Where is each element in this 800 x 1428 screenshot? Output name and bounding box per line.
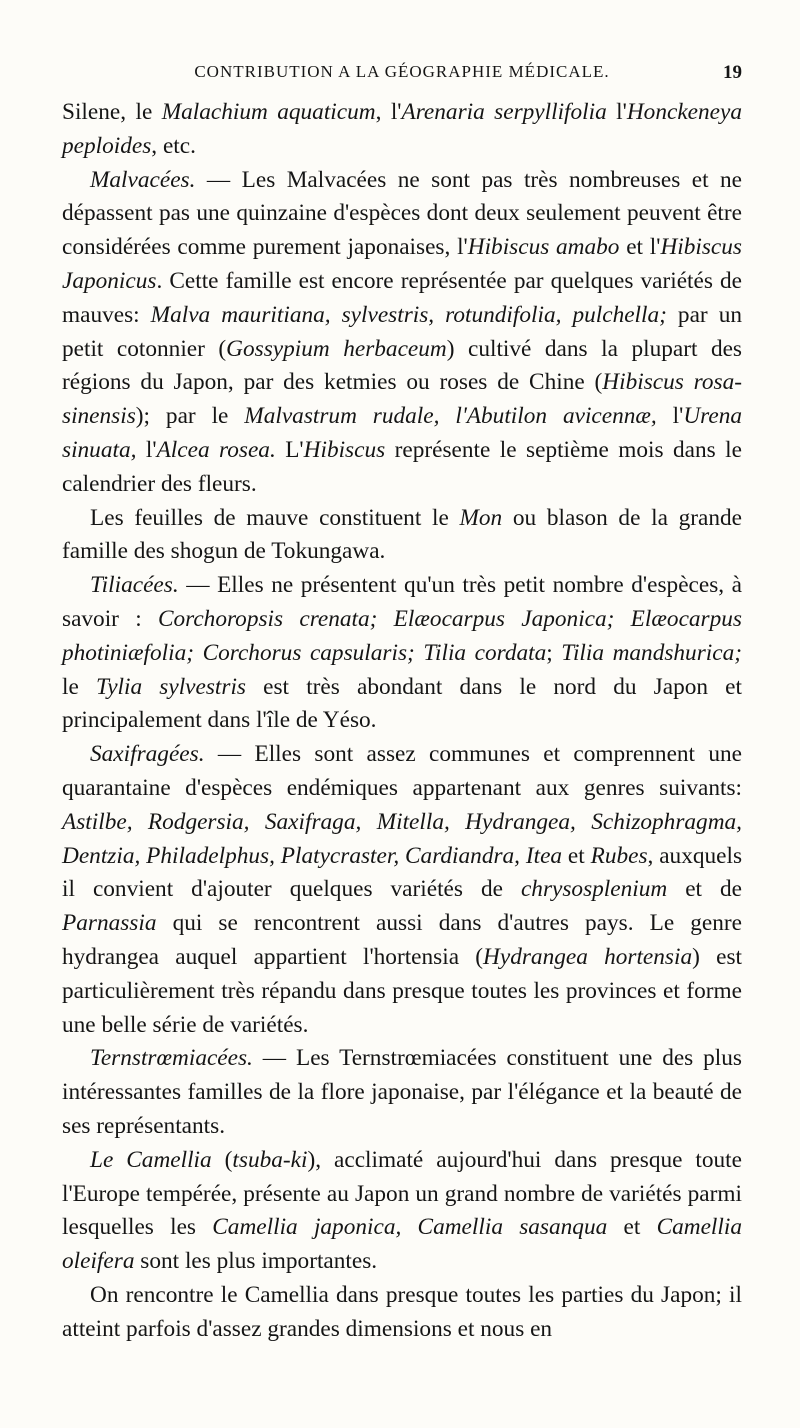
text-segment: le [62, 673, 96, 700]
text-segment: ); par le [135, 403, 245, 430]
italic-text: Astilbe, Rodgersia, Saxifraga, Mitella, Hydrangea, Schizophragma, Dentzia, Philadelphus, Platycraster, Cardiandra, Itea [62, 808, 742, 869]
text-segment: et l' [619, 234, 661, 261]
italic-text: Malachium aquaticum [161, 99, 376, 125]
italic-text: Gossypium herbaceum [226, 335, 447, 362]
text-segment: sont les plus importantes. [134, 1248, 378, 1275]
text-segment: , l' [375, 99, 402, 125]
italic-text: Honckeneya peploides [62, 99, 742, 159]
text-segment: ( [211, 1146, 233, 1173]
paragraph [62, 1279, 742, 1347]
paragraph [62, 569, 742, 738]
text-segment: ; [546, 639, 562, 666]
text-segment: , auxquels il convient d'ajouter quelques variétés de [62, 842, 743, 903]
italic-text: Camellia oleifera [62, 1214, 742, 1275]
text-segment: ), acclimaté aujourd'hui dans presque toute l'Europe tempérée, présente au Japon un grand nombre de variétés parmi lesquelles les [62, 1146, 742, 1241]
italic-text: Arenaria serpyllifolia [401, 99, 607, 125]
text-segment: et [607, 1214, 657, 1241]
paragraph [62, 738, 742, 1042]
italic-text: Parnassia [62, 910, 157, 937]
text-segment: et de [667, 876, 742, 903]
running-head: CONTRIBUTION A LA GÉOGRAPHIE MÉDICALE. [194, 62, 610, 81]
page-header [62, 62, 742, 92]
text-segment: représente le septième mois dans le calendrier des fleurs. [62, 436, 742, 497]
text-segment: qui se rencontrent aussi dans d'autres pays. Le genre hydrangea auquel appartient l'hortensia ( [62, 910, 742, 970]
text-segment: Les feuilles de mauve constituent le [90, 504, 460, 531]
italic-text: Corchoropsis crenata; Elæocarpus Japonica; Elæocarpus photiniæfolia; Corchorus capsularis; Tilia cordata [62, 605, 742, 666]
italic-text: chrysosplenium [520, 876, 668, 903]
italic-text: Malvacées. [90, 166, 196, 193]
italic-text: Malva mauritiana, sylvestris, rotundifolia, pulchella; [150, 301, 667, 328]
text-segment: — Elles ne présentent qu'un très petit nombre d'espèces, à savoir : [62, 572, 742, 632]
text-segment: ) cultivé dans la plupart des régions du Japon, par des ketmies ou roses de Chine ( [62, 335, 742, 396]
text-segment: — Les Ternstrœmiacées constituent une des plus intéressantes familles de la flore japonaise, par l'élégance et la beauté de ses représentants. [62, 1045, 742, 1139]
text-segment: ) est particulièrement très répandu dans presque toutes les provinces et forme une belle série de variétés. [62, 943, 743, 1038]
italic-text: Ternstrœmiacées. [90, 1045, 253, 1072]
italic-text: Hibiscus Japonicus [62, 234, 742, 294]
italic-text: Mon [459, 504, 503, 531]
paragraph [62, 1144, 742, 1279]
italic-text: Saxifragées. [90, 741, 205, 768]
paragraph [62, 502, 742, 570]
italic-text: Tiliacées. [90, 572, 179, 599]
text-segment: — Elles sont assez communes et comprennent une quarantaine d'espèces endémiques appartenant aux genres suivants: [62, 741, 742, 801]
italic-text: Tylia sylvestris [95, 673, 246, 700]
italic-text: Hibiscus [303, 436, 386, 463]
text-segment: L' [275, 436, 304, 463]
text-segment: l' [606, 99, 627, 125]
text-segment: , etc. [151, 132, 196, 159]
italic-text: Tilia mandshurica; [561, 639, 742, 666]
text-segment: par un petit cotonnier ( [62, 301, 742, 362]
italic-text: Le Camellia [90, 1146, 212, 1173]
italic-text: Hibiscus rosa-sinensis [62, 369, 742, 430]
italic-text: Hydrangea hortensia [483, 943, 693, 970]
text-segment: . Cette famille est encore représentée par quelques variétés de mauves: [62, 267, 742, 328]
italic-text: Camellia japonica, Camellia sasanqua [212, 1214, 608, 1241]
text-segment: ou blason de la grande famille des shogun de Tokungawa. [62, 504, 742, 565]
text-segment: et [562, 842, 591, 869]
paragraph [62, 96, 742, 164]
italic-text: Hibiscus amabo [467, 234, 620, 261]
text-segment: l' [136, 436, 157, 463]
italic-text: tsuba-ki [232, 1146, 308, 1173]
paragraph [62, 1042, 742, 1143]
italic-text: Urena sinuata, [62, 403, 743, 463]
italic-text: Alcea rosea. [156, 436, 276, 463]
page-number: 19 [723, 62, 742, 83]
text-segment: l' [656, 403, 684, 430]
body-text [62, 96, 742, 1346]
text-segment: On rencontre le Camellia dans presque toutes les parties du Japon; il atteint parfois d'assez grandes dimensions et nous en [62, 1281, 742, 1342]
italic-text: Rubes [590, 842, 648, 869]
text-segment: Silene, le [62, 99, 162, 125]
paragraph [62, 164, 742, 502]
italic-text: Malvastrum rudale, l'Abutilon avicennæ, [244, 403, 657, 430]
text-segment: est très abondant dans le nord du Japon et principalement dans l'île de Yéso. [62, 673, 742, 734]
text-segment: — Les Malvacées ne sont pas très nombreuses et ne dépassent pas une quinzaine d'espèces dont deux seulement peuvent être considérées comme purement japonaises, l' [62, 166, 742, 261]
